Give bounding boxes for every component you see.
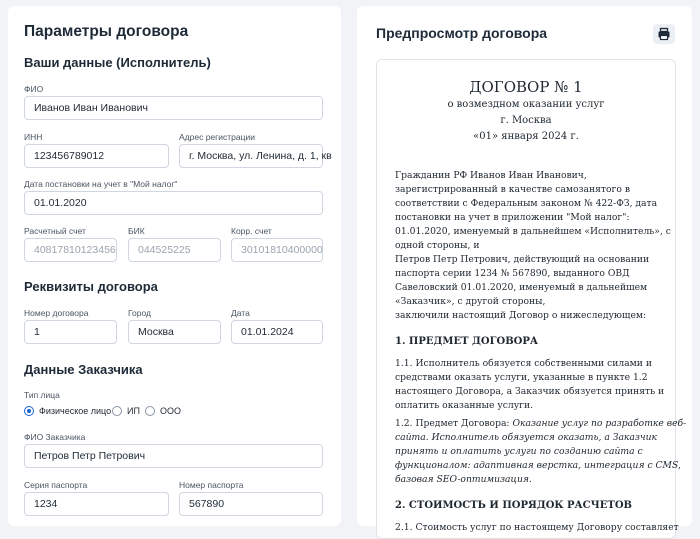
doc-p12-line: сайта. Исполнитель обязуется оказать, а Заказчик	[395, 432, 658, 443]
customer-fio-input[interactable]: Петров Петр Петрович	[24, 444, 323, 468]
radio-ip[interactable]	[112, 406, 140, 416]
doc-p11-line: средствами оказать услуги, указанные в пункте 1.2	[395, 372, 648, 383]
reg-date-input[interactable]: 01.01.2020	[24, 191, 323, 215]
passport-series-input[interactable]: 1234	[24, 492, 169, 516]
doc-intro-line: соответствии с Федеральным законом № 422-ФЗ, дата	[395, 198, 658, 209]
bik-label: БИК	[128, 226, 145, 236]
doc-p12-line	[395, 418, 686, 429]
address-label: Адрес регистрации	[179, 132, 255, 142]
doc-section-2-heading: 2. СТОИМОСТЬ И ПОРЯДОК РАСЧЕТОВ	[395, 500, 632, 511]
radio-unchecked-icon	[112, 406, 122, 416]
params-title: Параметры договора	[24, 23, 189, 40]
customer-fio-label: ФИО Заказчика	[24, 432, 86, 442]
doc-intro-line: зарегистрированный в качестве самозанятого в	[395, 184, 630, 195]
inn-input[interactable]: 123456789012	[24, 144, 169, 168]
doc-intro-line: 01.01.2020, именуемый в дальнейшем «Исполнитель», с	[395, 226, 671, 237]
passport-number-label: Номер паспорта	[179, 480, 244, 490]
doc-subtitle: о возмездном оказании услуг	[447, 99, 605, 110]
fio-input[interactable]: Иванов Иван Иванович	[24, 96, 323, 120]
contract-section-title: Реквизиты договора	[24, 279, 158, 294]
radio-individual[interactable]	[24, 406, 111, 416]
doc-intro-line: заключили настоящий Договор о нижеследующем:	[395, 310, 647, 321]
doc-intro-line: постановки на учет в приложении "Мой налог":	[395, 212, 630, 223]
inn-label: ИНН	[24, 132, 43, 142]
doc-intro-line: Петров Петр Петрович, действующий на основании	[395, 254, 650, 265]
doc-p12-prefix: 1.2. Предмет Договора:	[395, 418, 513, 429]
entity-type-label: Тип лица	[24, 390, 60, 400]
doc-intro-line: «Заказчик», с другой стороны,	[395, 296, 546, 307]
address-input[interactable]: г. Москва, ул. Ленина, д. 1, кв	[179, 144, 323, 168]
doc-p11-line: настоящего Договора, а Заказчик обязуется принять и	[395, 386, 665, 397]
doc-intro-line: паспорта серии 1234 № 567890, выданного ОВД	[395, 268, 630, 279]
doc-p11-line: 1.1. Исполнитель обязуется собственными силами и	[395, 358, 652, 369]
radio-checked-icon	[24, 406, 34, 416]
doc-date: «01» января 2024 г.	[473, 131, 579, 142]
radio-ip-label: ИП	[127, 406, 140, 416]
doc-intro-line: одной стороны, и	[395, 240, 480, 251]
print-button[interactable]	[653, 24, 675, 44]
date-label: Дата	[231, 308, 250, 318]
doc-intro-line: Савеловский 01.01.2020, именуемый в дальнейшем	[395, 282, 648, 293]
printer-icon	[653, 24, 675, 44]
account-input[interactable]: 40817810123456	[24, 238, 117, 262]
doc-p12-subject: Оказание услуг по разработке веб-	[512, 418, 687, 429]
preview-panel	[357, 6, 692, 533]
reg-date-label: Дата постановки на учет в "Мой налог"	[24, 179, 178, 189]
passport-number-input[interactable]: 567890	[179, 492, 323, 516]
date-input[interactable]: 01.01.2024	[231, 320, 323, 344]
customer-section-title: Данные Заказчика	[24, 362, 143, 377]
corr-label: Корр. счет	[231, 226, 272, 236]
doc-section-1-heading: 1. ПРЕДМЕТ ДОГОВОРА	[395, 336, 539, 347]
radio-unchecked-icon	[145, 406, 155, 416]
account-label: Расчетный счет	[24, 226, 86, 236]
preview-title: Предпросмотр договора	[376, 25, 548, 41]
doc-intro-line: Гражданин РФ Иванов Иван Иванович,	[395, 170, 587, 181]
radio-ooo-label: ООО	[160, 406, 182, 416]
doc-p11-line: оплатить оказанные услуги.	[395, 400, 533, 411]
doc-p12-line: функционалом: адаптивная верстка, интеграция с CMS,	[395, 460, 681, 471]
radio-individual-label: Физическое лицо	[39, 406, 112, 416]
number-label: Номер договора	[24, 308, 89, 318]
doc-p12-line: базовая SEO-оптимизация.	[395, 474, 532, 485]
radio-ooo[interactable]	[145, 406, 181, 416]
doc-title: ДОГОВОР № 1	[469, 78, 583, 96]
fio-label: ФИО	[24, 84, 44, 94]
executor-section-title: Ваши данные (Исполнитель)	[24, 55, 211, 70]
city-input[interactable]: Москва	[128, 320, 221, 344]
contract-document	[376, 59, 687, 539]
bik-input[interactable]: 044525225	[128, 238, 221, 262]
doc-p21-line: 2.1. Стоимость услуг по настоящему Договору составляет	[395, 522, 679, 533]
doc-p12-line: принять и оплатить услуги по созданию сайта с	[395, 446, 643, 457]
contract-params-panel	[8, 6, 341, 526]
corr-input[interactable]: 30101810400000	[231, 238, 323, 262]
passport-series-label: Серия паспорта	[24, 480, 88, 490]
doc-city: г. Москва	[500, 115, 552, 126]
number-input[interactable]: 1	[24, 320, 117, 344]
city-label: Город	[128, 308, 151, 318]
